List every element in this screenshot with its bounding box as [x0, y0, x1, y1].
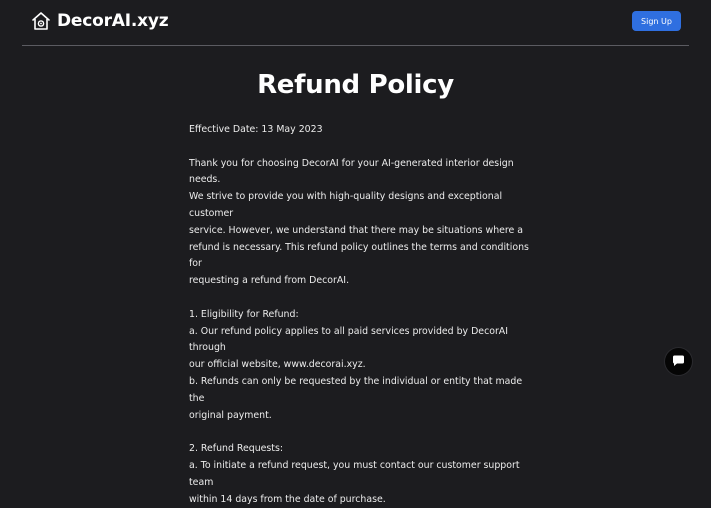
header-divider [22, 45, 689, 46]
section-line: within 14 days from the date of purchase. [189, 493, 386, 505]
effective-date: Effective Date: 13 May 2023 [189, 124, 323, 135]
section-line: a. To initiate a refund request, you must contact our customer support team [189, 459, 520, 488]
intro-line: Thank you for choosing DecorAI for your AI-generated interior design needs. [189, 157, 514, 186]
page-title: Refund Policy [257, 70, 454, 100]
logo[interactable] [30, 9, 168, 33]
chat-button[interactable] [665, 348, 692, 375]
sign-up-button[interactable]: Sign Up [632, 11, 681, 31]
logo-text: DecorAI.xyz [57, 11, 169, 31]
section-heading: 1. Eligibility for Refund: [189, 308, 299, 320]
policy-content [189, 122, 529, 508]
section-line: b. Refunds can only be requested by the individual or entity that made the [189, 375, 523, 404]
section-line: original payment. [189, 409, 272, 421]
section-line: our official website, www.decorai.xyz. [189, 359, 366, 371]
intro-line: refund is necessary. This refund policy outlines the terms and conditions for [189, 241, 529, 270]
intro-line: requesting a refund from DecorAI. [189, 275, 350, 287]
house-gear-icon [30, 10, 52, 32]
section-heading: 2. Refund Requests: [189, 443, 284, 455]
site-header [0, 0, 711, 46]
section-line: a. Our refund policy applies to all paid services provided by DecorAI through [189, 325, 508, 354]
intro-line: service. However, we understand that there may be situations where a [189, 224, 524, 236]
chat-bubble-icon [672, 352, 685, 371]
intro-line: We strive to provide you with high-quality designs and exceptional customer [189, 191, 503, 219]
